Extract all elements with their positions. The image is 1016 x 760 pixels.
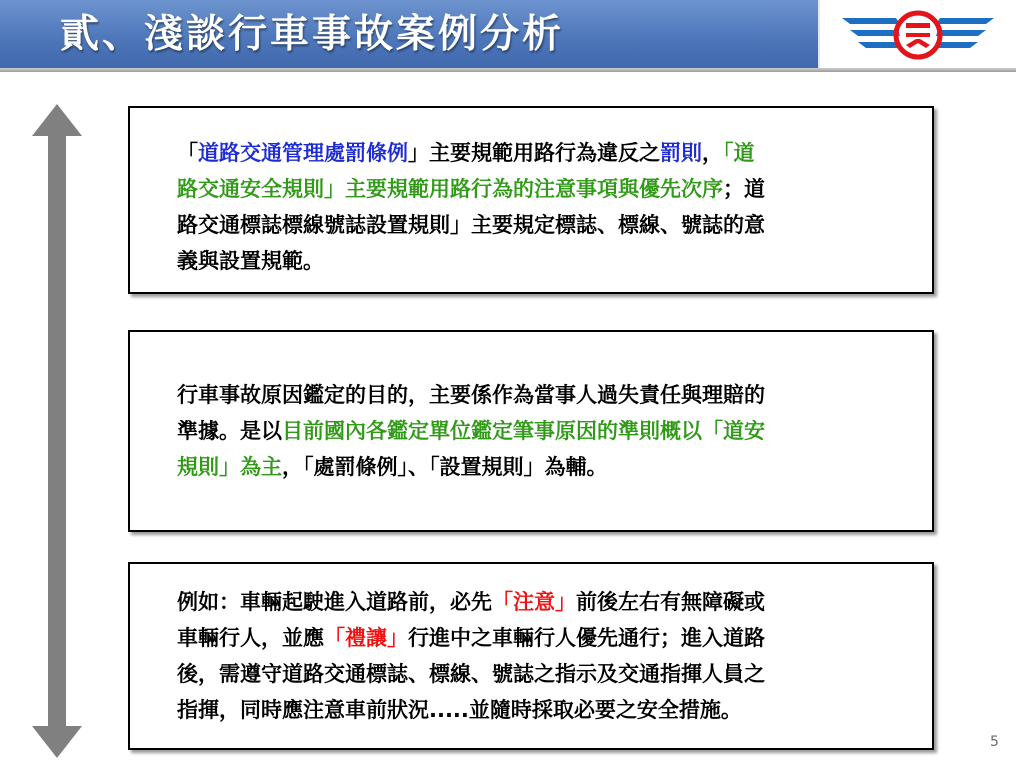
box1-line-4: 義與設置規範。 — [177, 249, 324, 273]
text-span: 準據。是以 — [177, 419, 282, 443]
highlight-appraisal-criteria: 規則」為主 — [177, 455, 282, 479]
driving-example-box — [128, 562, 934, 750]
accident-cause-appraisal-box — [128, 330, 934, 532]
box3-line-2 — [177, 620, 902, 656]
highlight-attention: 「注意」 — [492, 590, 576, 614]
highlight-yield: 「禮讓」 — [324, 626, 408, 650]
highlight-appraisal-criteria: 目前國內各鑑定單位鑑定筆事原因的準則概以「道安 — [282, 419, 765, 443]
box3-line-3: 後，需遵守道路交通標誌、標線、號誌之指示及交通指揮人員之 — [177, 662, 765, 686]
box3-line-4: 指揮，同時應注意車前狀況.....並隨時採取必要之安全措施。 — [177, 698, 742, 722]
title-bar — [0, 0, 820, 68]
box2-line-3 — [177, 449, 902, 485]
box3-line-1 — [177, 584, 902, 620]
text-span: ，「處罰條例」、「設置規則」為輔。 — [282, 455, 608, 479]
box1-line-3: 路交通標誌標線號誌設置規則」主要規定標誌、標線、號誌的意 — [177, 213, 765, 237]
title-underline — [0, 68, 1016, 72]
highlight-safety-rules: 「道 — [723, 141, 755, 165]
highlight-safety-rules: 路交通安全規則」主要規範用路行為的注意事項與優先次序 — [177, 177, 723, 201]
slide-title: 貳、淺談行車事故案例分析 — [60, 12, 565, 57]
text-span: 例如：車輛起駛進入道路前，必先 — [177, 590, 492, 614]
box2-line-2 — [177, 413, 902, 449]
text-span: 前後左右有無障礙或 — [576, 590, 765, 614]
railway-bureau-winged-logo-icon — [836, 6, 1000, 64]
text-span: 「 — [177, 141, 198, 165]
text-span: ， — [702, 141, 723, 165]
box1-line-2 — [177, 171, 902, 207]
highlight-penalties: 罰則 — [660, 141, 702, 165]
text-span: 」主要規範用路行為違反之 — [408, 141, 660, 165]
double-headed-vertical-arrow-icon — [30, 104, 84, 758]
text-span: 行進中之車輛行人優先通行；進入道路 — [408, 626, 765, 650]
box2-line-1: 行車事故原因鑑定的目的，主要係作為當事人過失責任與理賠的 — [177, 383, 765, 407]
text-span: ；道 — [723, 177, 765, 201]
highlight-penalty-act: 道路交通管理處罰條例 — [198, 141, 408, 165]
text-span: 車輛行人，並應 — [177, 626, 324, 650]
traffic-regulations-box — [128, 106, 934, 294]
box1-line-1 — [177, 135, 902, 171]
page-number: 5 — [990, 734, 999, 750]
